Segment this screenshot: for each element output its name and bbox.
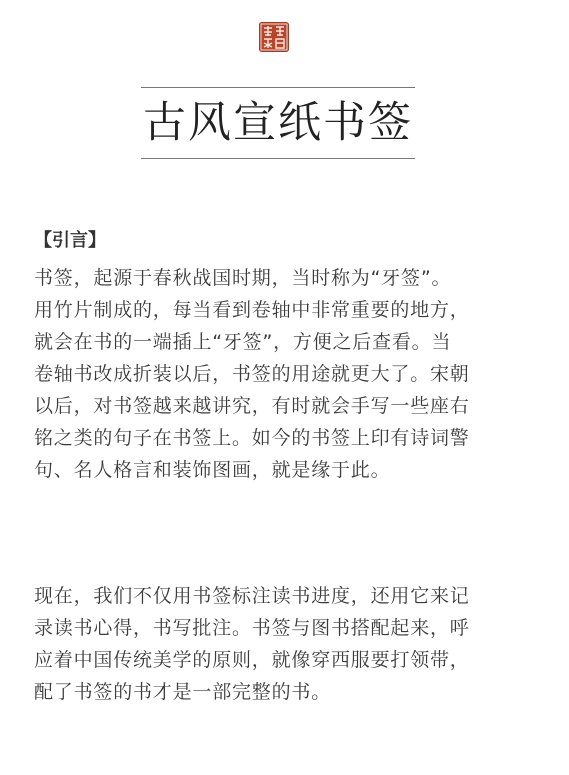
- paragraph-line: 现在，我们不仅用书签标注读书进度，还用它来记: [34, 585, 470, 607]
- title-bottom-rule: [141, 158, 415, 159]
- paragraph-line: 配了书签的书才是一部完整的书。: [34, 681, 332, 703]
- second-paragraph: [34, 580, 539, 708]
- seal-stamp-icon: [259, 22, 289, 52]
- paragraph-line: 应着中国传统美学的原则，就像穿西服要打领带，: [34, 649, 470, 671]
- paragraph-line: 用竹片制成的，每当看到卷轴中非常重要的地方，: [34, 299, 470, 321]
- title-block: [141, 87, 415, 159]
- paragraph-line: 书签，起源于春秋战国时期，当时称为“牙签”。: [34, 267, 452, 289]
- paragraph-line: 句、名人格言和装饰图画，就是缘于此。: [34, 459, 391, 481]
- intro-heading: 【引言】: [34, 230, 106, 251]
- intro-paragraph: [34, 262, 539, 486]
- paragraph-line: 铭之类的句子在书签上。如今的书签上印有诗词警: [34, 427, 470, 449]
- page-title: 古风宣纸书签: [143, 98, 413, 148]
- paragraph-line: 以后，对书签越来越讲究，有时就会手写一些座右: [34, 395, 470, 417]
- title-top-rule: [141, 87, 415, 88]
- paragraph-line: 卷轴书改成折装以后，书签的用途就更大了。宋朝: [34, 363, 470, 385]
- paragraph-line: 就会在书的一端插上“牙签”，方便之后查看。当: [34, 331, 452, 353]
- paragraph-line: 录读书心得，书写批注。书签与图书搭配起来，呼: [34, 617, 470, 639]
